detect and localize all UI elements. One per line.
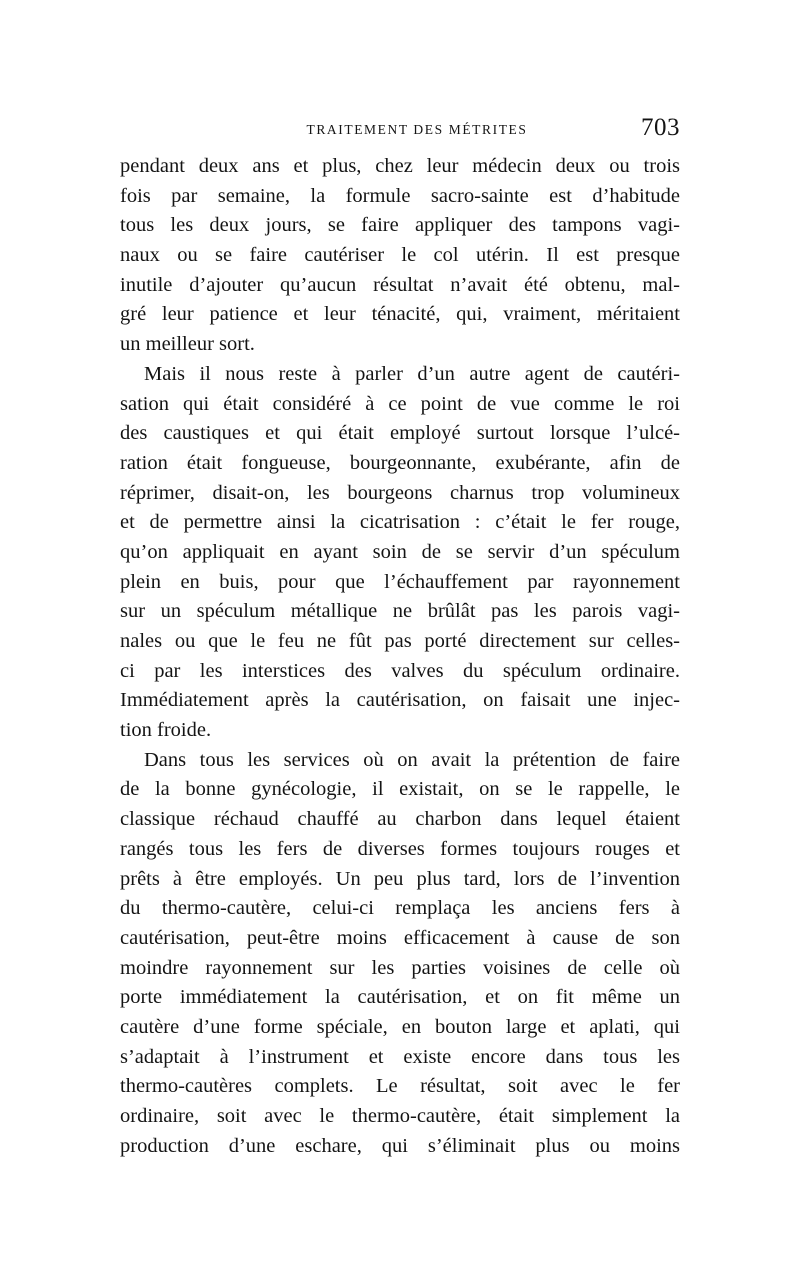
text-line: prêts à être employés. Un peu plus tard, lors de l’invention (120, 867, 680, 890)
text-line: cautérisation, peut-être moins efficacement à cause de son (120, 926, 680, 949)
text-line: porte immédiatement la cautérisation, et on fit même un (120, 986, 680, 1009)
text-line: des caustiques et qui était employé surtout lorsque l’ulcé- (120, 422, 680, 445)
text-line: et de permettre ainsi la cicatrisation : c’était le fer rouge, (120, 511, 680, 534)
text-line: ci par les interstices des valves du spéculum ordinaire. (120, 659, 680, 682)
text-line: un meilleur sort. (120, 333, 255, 356)
text-line: tous les deux jours, se faire appliquer des tampons vagi- (120, 214, 680, 237)
text-line: pendant deux ans et plus, chez leur médecin deux ou trois (120, 155, 680, 177)
text-line: plein en buis, pour que l’échauffement par rayonnement (120, 570, 680, 593)
text-line: production d’une eschare, qui s’éliminait plus ou moins (120, 1134, 680, 1157)
text-line: ration était fongueuse, bourgeonnante, exubérante, afin de (120, 451, 680, 474)
text-line: thermo-cautères complets. Le résultat, soit avec le fer (120, 1075, 680, 1098)
text-line: Mais il nous reste à parler d’un autre agent de cautéri- (144, 362, 680, 385)
text-line: qu’on appliquait en ayant soin de se servir d’un spéculum (120, 540, 680, 563)
text-line: gré leur patience et leur ténacité, qui, vraiment, méritaient (120, 303, 680, 326)
text-line: fois par semaine, la formule sacro-sainte est d’habitude (120, 184, 680, 207)
text-line: sur un spéculum métallique ne brûlât pas les parois vagi- (120, 600, 680, 623)
text-line: inutile d’ajouter qu’aucun résultat n’avait été obtenu, mal- (120, 273, 680, 296)
text-line: cautère d’une forme spéciale, en bouton large et aplati, qui (120, 1015, 680, 1038)
text-line: réprimer, disait-on, les bourgeons charnus trop volumineux (120, 481, 680, 504)
page-number: 703 (641, 114, 680, 141)
text-line: tion froide. (120, 719, 212, 742)
body-text (120, 152, 680, 1161)
text-line: Dans tous les services où on avait la prétention de faire (144, 748, 680, 771)
text-line: du thermo-cautère, celui-ci remplaça les anciens fers à (120, 897, 680, 920)
text-line: classique réchaud chauffé au charbon dans lequel étaient (120, 808, 680, 831)
text-line: s’adaptait à l’instrument et existe encore dans tous les (120, 1045, 680, 1068)
running-head (120, 114, 680, 148)
text-line: naux ou se faire cautériser le col utérin. Il est presque (120, 244, 680, 267)
text-line: moindre rayonnement sur les parties voisines de celle où (120, 956, 680, 979)
text-line: rangés tous les fers de diverses formes toujours rouges et (120, 837, 680, 860)
text-line: de la bonne gynécologie, il existait, on se le rappelle, le (120, 778, 680, 801)
text-line: nales ou que le feu ne fût pas porté directement sur celles- (120, 630, 680, 652)
text-line: sation qui était considéré à ce point de vue comme le roi (120, 392, 680, 415)
text-line: Immédiatement après la cautérisation, on faisait une injec- (120, 689, 680, 712)
text-line: ordinaire, soit avec le thermo-cautère, était simplement la (120, 1105, 680, 1127)
running-title: TRAITEMENT DES MÉTRITES (306, 122, 528, 137)
